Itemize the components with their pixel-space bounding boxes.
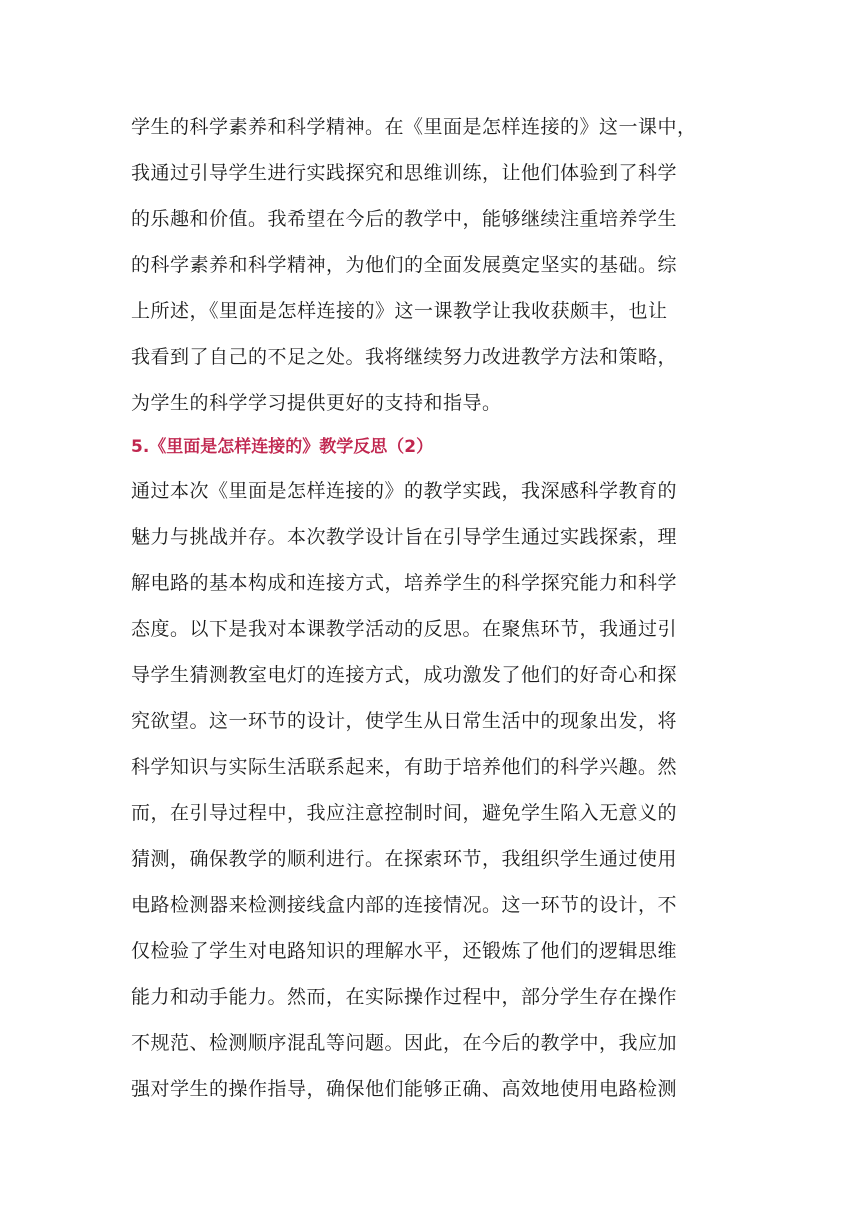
text-line: 我通过引导学生进行实践探究和思维训练，让他们体验到了科学 — [131, 162, 678, 184]
text-line: 态度。以下是我对本课教学活动的反思。在聚焦环节，我通过引 — [131, 618, 678, 640]
paragraph-2 — [131, 468, 731, 1112]
text-line: 强对学生的操作指导，确保他们能够正确、高效地使用电路检测 — [131, 1078, 678, 1100]
text-line: 学生的科学素养和科学精神。在《里面是怎样连接的》这一课中， — [131, 116, 697, 138]
text-line: 导学生猜测教室电灯的连接方式，成功激发了他们的好奇心和探 — [131, 664, 678, 686]
text-line: 我看到了自己的不足之处。我将继续努力改进教学方法和策略， — [131, 346, 678, 368]
text-line: 不规范、检测顺序混乱等问题。因此，在今后的教学中，我应加 — [131, 1032, 678, 1054]
text-line: 解电路的基本构成和连接方式，培养学生的科学探究能力和科学 — [131, 572, 678, 594]
text-line: 科学知识与实际生活联系起来，有助于培养他们的科学兴趣。然 — [131, 756, 678, 778]
text-line: 究欲望。这一环节的设计，使学生从日常生活中的现象出发，将 — [131, 710, 678, 732]
text-line: 电路检测器来检测接线盒内部的连接情况。这一环节的设计，不 — [131, 894, 678, 916]
section-heading: 5.《里面是怎样连接的》教学反思（2） — [131, 437, 434, 457]
text-line: 能力和动手能力。然而，在实际操作过程中，部分学生存在操作 — [131, 986, 678, 1008]
text-line: 猜测，确保教学的顺利进行。在探索环节，我组织学生通过使用 — [131, 848, 678, 870]
text-line: 而，在引导过程中，我应注意控制时间，避免学生陷入无意义的 — [131, 802, 678, 824]
text-line: 为学生的科学学习提供更好的支持和指导。 — [131, 392, 502, 414]
document-page — [131, 104, 731, 1112]
text-line: 仅检验了学生对电路知识的理解水平，还锻炼了他们的逻辑思维 — [131, 940, 678, 962]
text-line: 通过本次《里面是怎样连接的》的教学实践，我深感科学教育的 — [131, 480, 678, 502]
paragraph-1 — [131, 104, 731, 426]
text-line: 的科学素养和科学精神，为他们的全面发展奠定坚实的基础。综 — [131, 254, 678, 276]
text-line: 上所述，《里面是怎样连接的》这一课教学让我收获颇丰，也让 — [131, 300, 668, 322]
text-line: 魅力与挑战并存。本次教学设计旨在引导学生通过实践探索，理 — [131, 526, 678, 548]
text-line: 的乐趣和价值。我希望在今后的教学中，能够继续注重培养学生 — [131, 208, 678, 230]
